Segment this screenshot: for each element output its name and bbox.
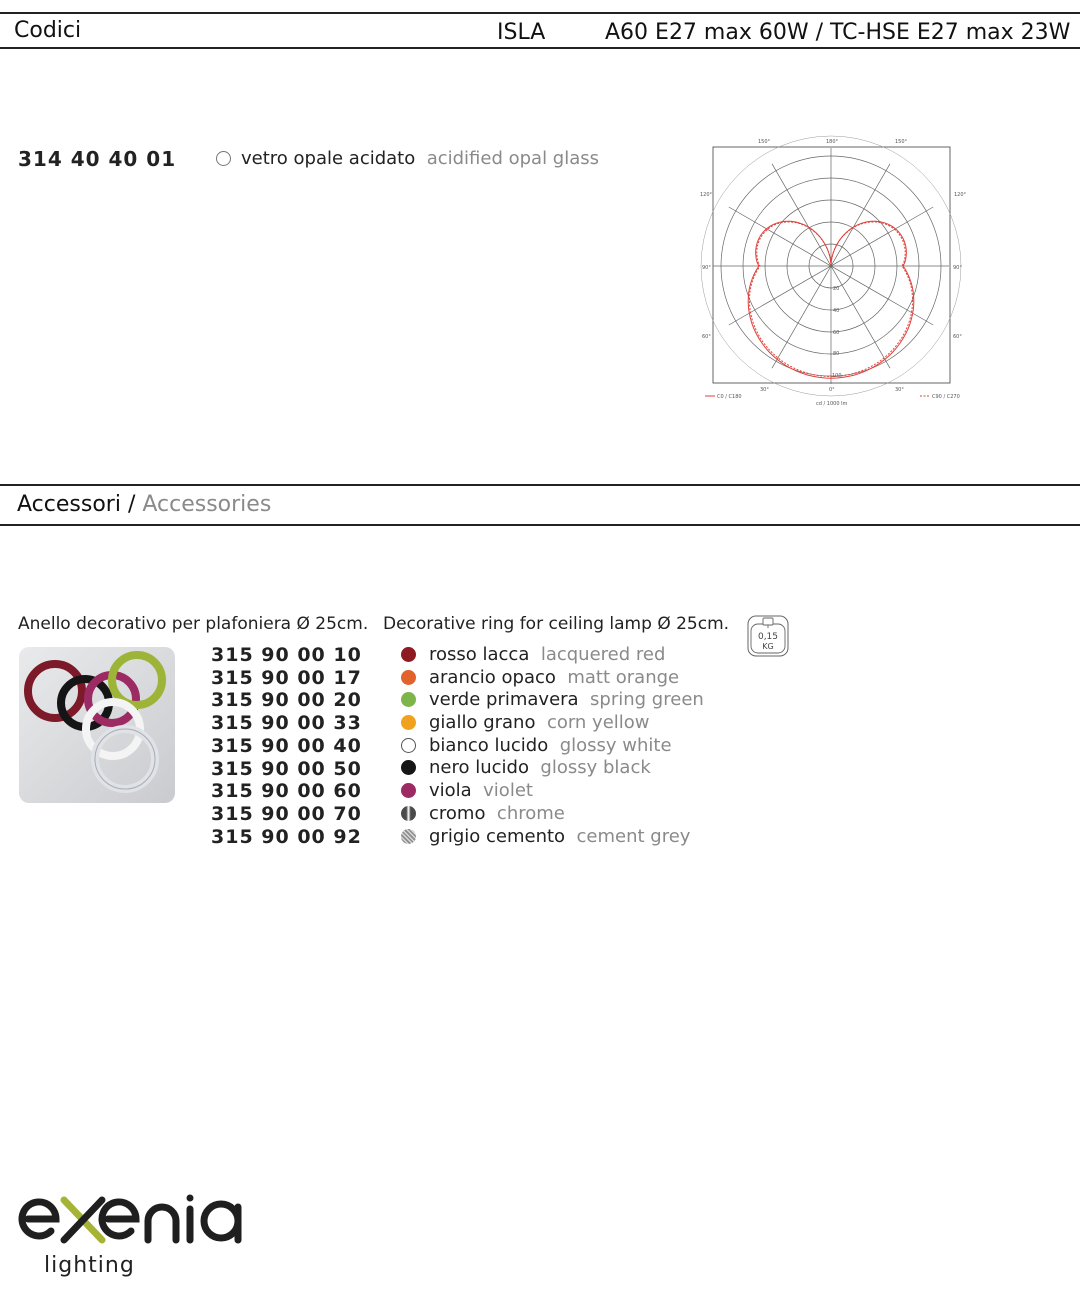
list-item — [401, 712, 704, 735]
accessory-description-italian: Anello decorativo per plafoniera Ø 25cm. — [18, 614, 369, 634]
angle-label-top-center: 180° — [826, 139, 839, 145]
angle-label-lower-left: 60° — [702, 334, 711, 340]
logo-mark — [22, 1195, 238, 1241]
logo-tagline: lighting — [44, 1253, 135, 1278]
accessories-top-rule — [0, 484, 1080, 486]
accessories-title-english: Accessories — [142, 492, 272, 517]
accessory-codes-list — [211, 644, 362, 848]
model-name: ISLA — [497, 20, 546, 45]
accessory-code: 315 90 00 40 — [211, 734, 362, 757]
exenia-lighting-logo — [18, 1185, 268, 1280]
legend-c0-c180: C0 / C180 — [717, 394, 742, 400]
angle-label-top-right: 150° — [895, 139, 908, 145]
finish-english: acidified opal glass — [426, 148, 600, 169]
product-finish — [216, 148, 599, 169]
diagram-unit: cd / 1000 lm — [816, 401, 848, 407]
angle-label-mid-right: 90° — [953, 265, 962, 271]
angle-label-top-left: 150° — [758, 139, 771, 145]
list-item — [401, 689, 704, 712]
accessories-title — [17, 494, 271, 516]
legend-c90-c270: C90 / C270 — [932, 394, 960, 400]
color-name-italian: bianco lucido — [429, 734, 549, 756]
opal-glass-icon — [216, 151, 231, 166]
color-name-english: chrome — [496, 802, 565, 824]
weight-value: 0,15 — [757, 632, 779, 642]
radial-label-20: 20 — [833, 286, 840, 292]
accessory-code: 315 90 00 60 — [211, 780, 362, 803]
color-name-italian: giallo grano — [429, 712, 536, 734]
angle-label-lower-right: 60° — [953, 334, 962, 340]
weight-unit: KG — [762, 642, 774, 651]
accessory-code: 315 90 00 70 — [211, 802, 362, 825]
radial-label-100: 100 — [832, 373, 842, 379]
accessory-code: 315 90 00 92 — [211, 825, 362, 848]
product-code: 314 40 40 01 — [18, 147, 177, 171]
finish-italian: vetro opale acidato — [241, 148, 416, 169]
list-item — [401, 803, 704, 826]
radial-label-60: 60 — [833, 330, 840, 336]
decorative-rings-photo — [19, 647, 175, 803]
list-item — [401, 735, 704, 758]
angle-label-upper-left: 120° — [700, 192, 713, 198]
weight-icon — [747, 615, 789, 657]
angle-label-bottom-center: 0° — [829, 387, 835, 393]
accessory-code: 315 90 00 33 — [211, 712, 362, 735]
header-bottom-rule — [0, 47, 1080, 49]
list-item — [401, 826, 704, 849]
accessory-code: 315 90 00 17 — [211, 666, 362, 689]
color-swatch-icon — [401, 760, 416, 775]
color-name-italian: verde primavera — [429, 689, 579, 711]
list-item — [401, 644, 704, 667]
color-name-english: violet — [483, 780, 533, 802]
accessory-description-english: Decorative ring for ceiling lamp Ø 25cm. — [383, 614, 730, 634]
color-name-english: glossy white — [559, 734, 672, 756]
list-item — [401, 757, 704, 780]
color-swatch-icon — [401, 647, 416, 662]
color-swatch-icon — [401, 806, 416, 821]
color-swatch-icon — [401, 783, 416, 798]
polar-photometric-diagram — [695, 133, 970, 413]
angle-label-bottom-right: 30° — [895, 387, 904, 393]
list-item — [401, 667, 704, 690]
color-name-italian: nero lucido — [429, 757, 529, 779]
color-name-english: spring green — [590, 689, 704, 711]
color-name-english: matt orange — [567, 666, 680, 688]
accessories-title-italian: Accessori — [17, 492, 121, 517]
color-name-italian: rosso lacca — [429, 644, 530, 665]
color-swatch-icon — [401, 738, 416, 753]
accessory-code: 315 90 00 10 — [211, 644, 362, 666]
color-name-italian: cromo — [429, 802, 486, 824]
angle-label-upper-right: 120° — [954, 192, 967, 198]
color-name-italian: arancio opaco — [429, 666, 556, 688]
color-swatch-icon — [401, 829, 416, 844]
accessory-code: 315 90 00 50 — [211, 757, 362, 780]
lamp-spec: A60 E27 max 60W / TC-HSE E27 max 23W — [605, 20, 1071, 45]
radial-label-40: 40 — [833, 308, 840, 314]
radial-label-80: 80 — [833, 351, 840, 357]
color-name-english: corn yellow — [546, 712, 650, 734]
color-name-english: glossy black — [540, 757, 651, 779]
accessories-bottom-rule — [0, 524, 1080, 526]
angle-label-bottom-left: 30° — [760, 387, 769, 393]
list-item — [401, 780, 704, 803]
top-rule — [0, 12, 1080, 14]
color-swatch-icon — [401, 715, 416, 730]
accessory-code: 315 90 00 20 — [211, 689, 362, 712]
color-name-english: lacquered red — [540, 644, 666, 665]
angle-label-mid-left: 90° — [702, 265, 711, 271]
color-swatch-icon — [401, 670, 416, 685]
accessory-colors-list — [401, 644, 704, 848]
accessories-title-separator: / — [127, 492, 136, 517]
color-name-english: cement grey — [576, 825, 691, 847]
color-name-italian: viola — [429, 780, 472, 802]
section-title-codici: Codici — [14, 18, 82, 43]
color-swatch-icon — [401, 692, 416, 707]
color-name-italian: grigio cemento — [429, 825, 566, 847]
